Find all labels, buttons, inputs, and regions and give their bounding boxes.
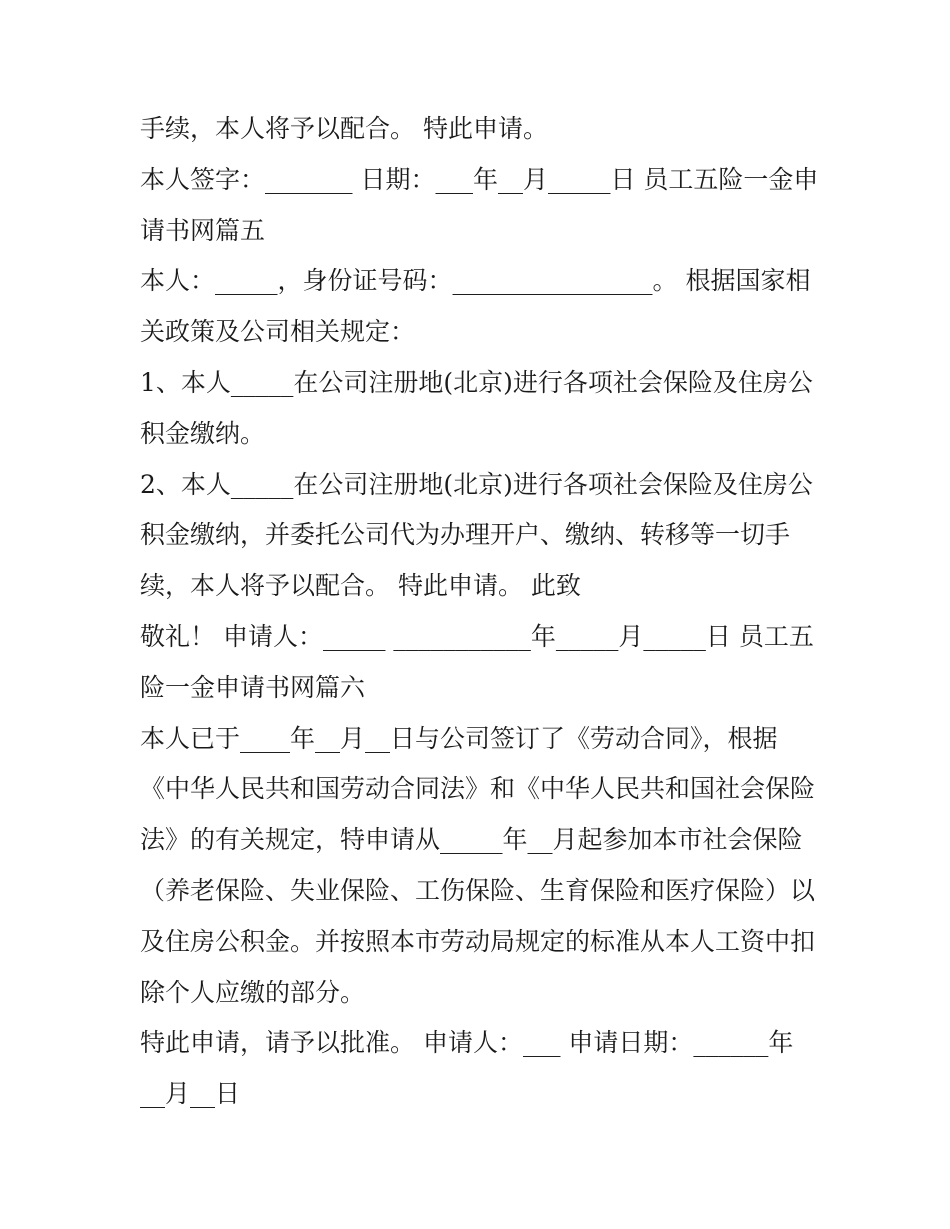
text-line-2: 本人签字：_______ 日期：___年__月_____日 员工五险一金申 <box>140 164 819 194</box>
text-line-1: 手续，本人将予以配合。 特此申请。 <box>140 114 548 143</box>
text-line-17: 及住房公积金。并按照本市劳动局规定的标准从本人工资中扣 <box>140 926 816 956</box>
text-line-14: 《中华人民共和国劳动合同法》和《中华人民共和国社会保险 <box>140 774 816 804</box>
text-line-20: __月__日 <box>140 1079 241 1109</box>
text-line-16: （养老保险、失业保险、工伤保险、生育保险和医疗保险）以 <box>140 875 816 905</box>
text-line-6: 1、本人_____在公司注册地(北京)进行各项社会保险及住房公 <box>140 367 813 397</box>
text-line-8: 2、本人_____在公司注册地(北京)进行各项社会保险及住房公 <box>140 469 813 499</box>
text-line-3: 请书网篇五 <box>140 215 266 245</box>
text-line-11: 敬礼！ 申请人：_____ ___________年_____月_____日 员工五 <box>140 621 814 651</box>
text-line-7: 积金缴纳。 <box>140 418 266 448</box>
text-line-13: 本人已于____年__月__日与公司签订了《劳动合同》，根据 <box>140 723 778 753</box>
text-line-4: 本人：_____，身份证号码：________________。 根据国家相 <box>140 266 811 296</box>
document-body <box>140 104 830 1120</box>
text-line-9: 积金缴纳，并委托公司代为办理开户、缴纳、转移等一切手 <box>140 520 791 550</box>
text-line-18: 除个人应缴的部分。 <box>140 977 366 1007</box>
text-line-10: 续，本人将予以配合。 特此申请。 此致 <box>140 571 581 601</box>
text-line-12: 险一金申请书网篇六 <box>140 672 366 702</box>
text-line-15: 法》的有关规定，特申请从_____年__月起参加本市社会保险 <box>140 825 803 855</box>
text-line-5: 关政策及公司相关规定： <box>140 317 416 347</box>
text-line-19: 特此申请，请予以批准。 申请人：___ 申请日期：______年 <box>140 1028 794 1058</box>
